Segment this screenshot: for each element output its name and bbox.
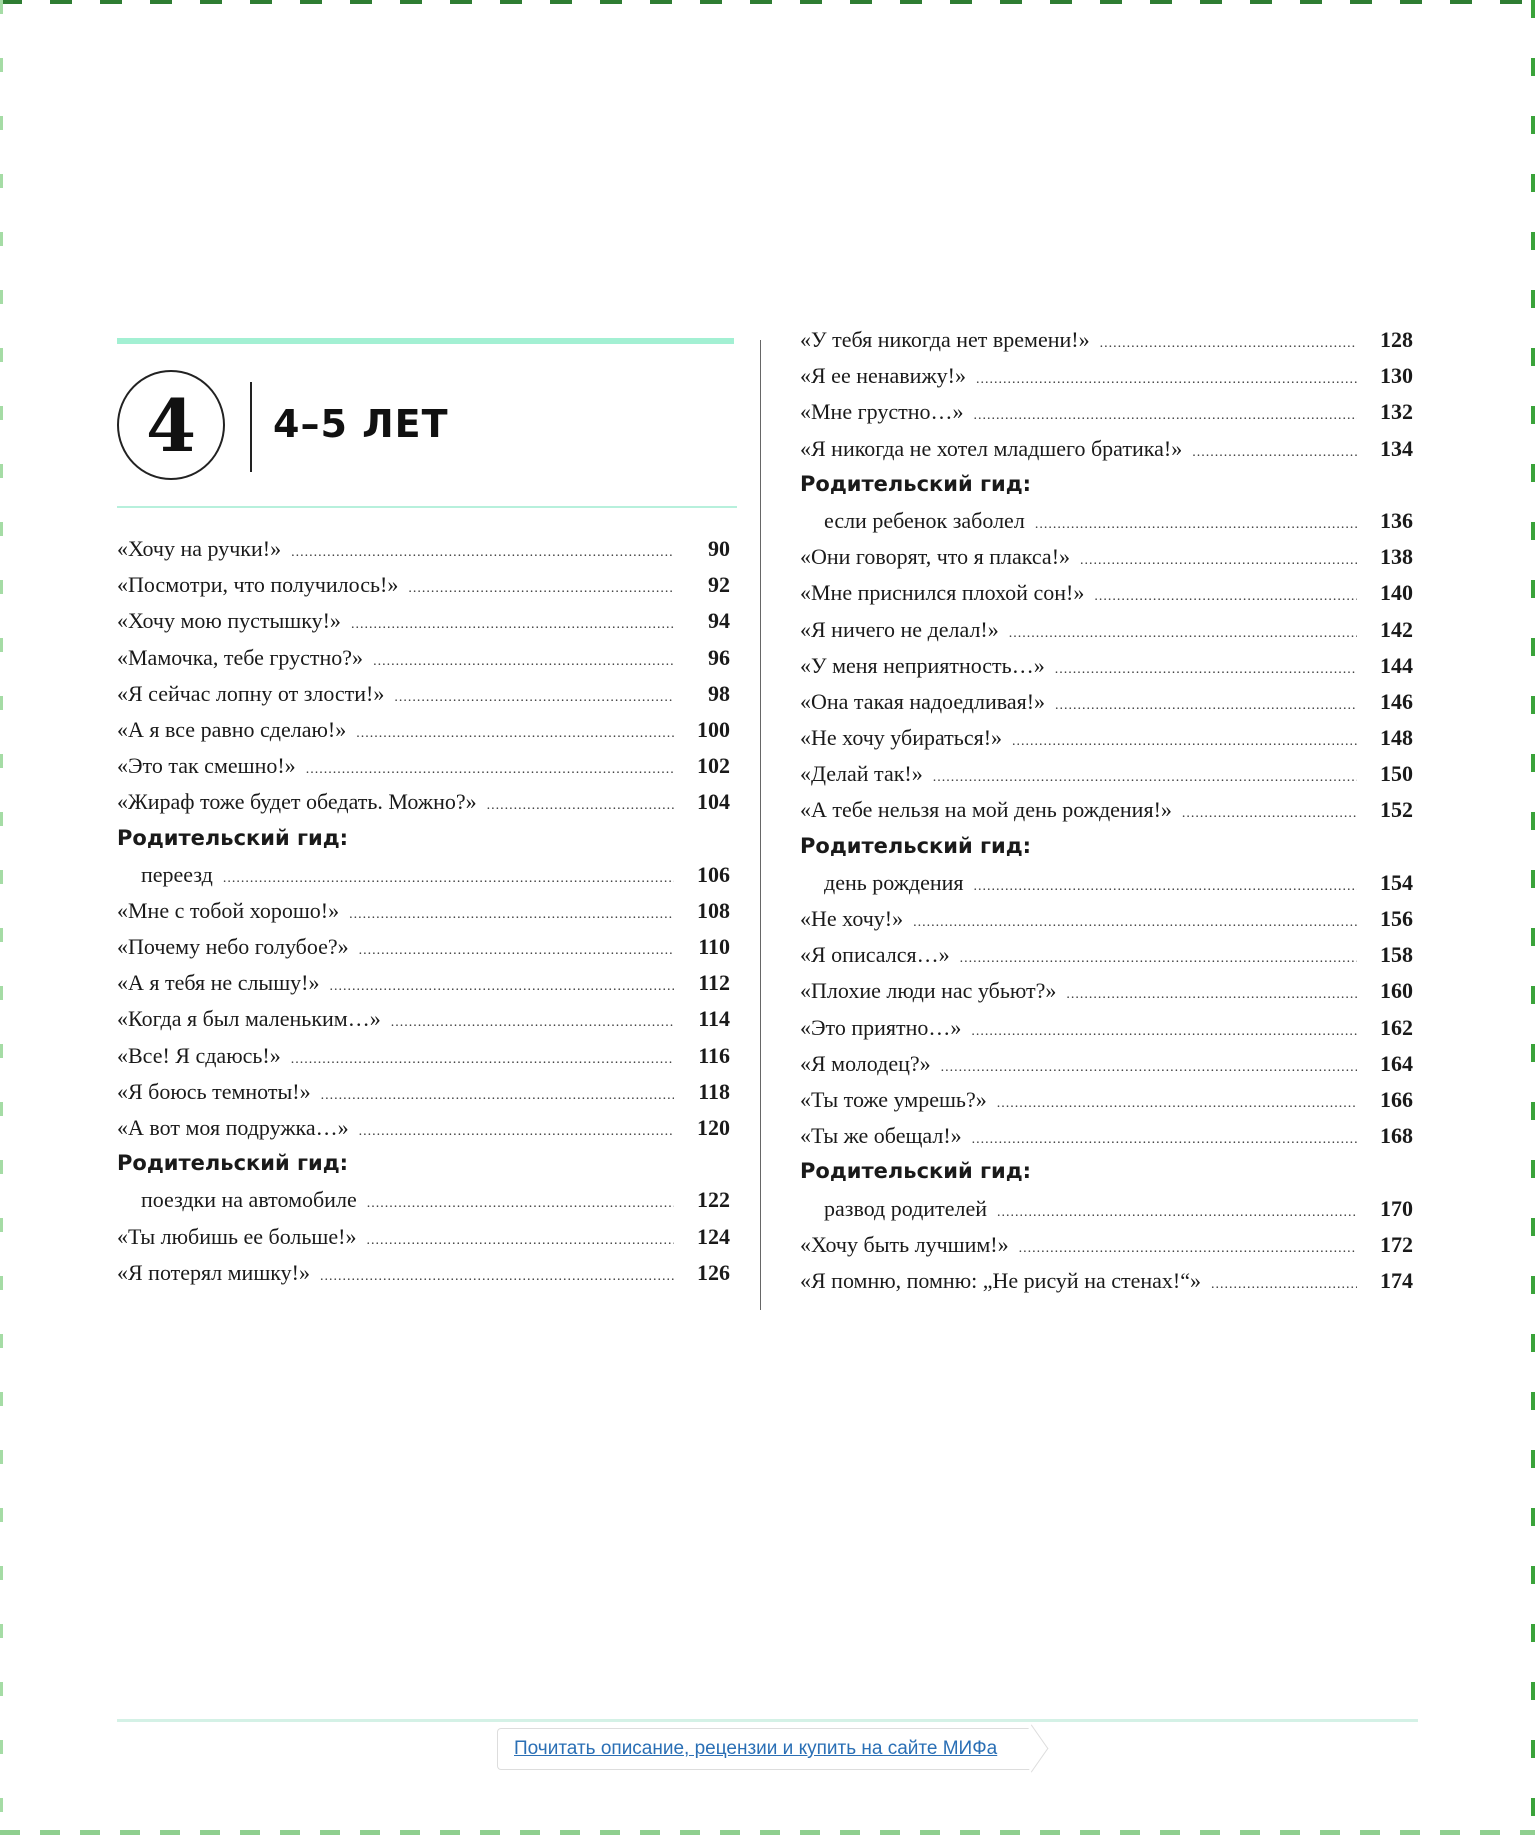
toc-page-number: 100: [697, 716, 730, 742]
dot-leader: [971, 1024, 1357, 1040]
toc-entry-title: «Я описался…»: [800, 942, 950, 968]
toc-page-number: 148: [1380, 725, 1413, 751]
dot-leader: [356, 726, 674, 742]
chapter-separator-line: [117, 506, 737, 508]
toc-entry: [800, 544, 1413, 580]
toc-page-number: 138: [1380, 544, 1413, 570]
toc-page-number: 104: [697, 789, 730, 815]
toc-entry-title: переезд: [141, 861, 213, 887]
toc-entry-title: «Я никогда не хотел младшего братика!»: [800, 435, 1183, 461]
chapter-title: 4–5 ЛЕТ: [273, 402, 449, 446]
page-border-right: [1531, 0, 1535, 1835]
toc-entry-title: «Ты же обещал!»: [800, 1123, 962, 1149]
toc-page-number: 126: [697, 1259, 730, 1285]
toc-entry: [800, 1123, 1413, 1159]
toc-entry: [800, 942, 1413, 978]
toc-left-column: [117, 536, 730, 1296]
toc-page-number: 166: [1380, 1086, 1413, 1112]
toc-page-number: 144: [1380, 652, 1413, 678]
toc-entry-title: «Я боюсь темноты!»: [117, 1078, 311, 1104]
page-border-left: [0, 0, 3, 1835]
toc-page-number: 158: [1380, 942, 1413, 968]
toc-entry: [800, 1232, 1413, 1268]
toc-page-number: 140: [1380, 580, 1413, 606]
dot-leader: [933, 770, 1357, 786]
toc-entry-title: развод родителей: [824, 1195, 987, 1221]
dot-leader: [1019, 1241, 1357, 1257]
dot-leader: [1055, 662, 1357, 678]
toc-entry: [800, 1015, 1413, 1051]
toc-page-number: 118: [698, 1078, 730, 1104]
toc-entry-title: «Не хочу убираться!»: [800, 725, 1003, 751]
dot-leader: [351, 617, 674, 633]
toc-page-number: 106: [697, 861, 730, 887]
toc-page-number: 136: [1380, 507, 1413, 533]
toc-entry-title: «А тебе нельзя на мой день рождения!»: [800, 797, 1172, 823]
dot-leader: [223, 871, 674, 887]
toc-page-number: 102: [697, 753, 730, 779]
chapter-divider: [250, 382, 252, 472]
toc-entry: [800, 580, 1413, 616]
toc-entry: [800, 797, 1413, 833]
toc-entry-title: «Это так смешно!»: [117, 753, 296, 779]
toc-section-heading: [800, 834, 1413, 870]
toc-entry: [117, 1115, 730, 1151]
toc-entry-title: «Мне грустно…»: [800, 399, 964, 425]
toc-page-number: 146: [1380, 688, 1413, 714]
toc-page-number: 172: [1380, 1231, 1413, 1257]
toc-section-heading: [800, 1159, 1413, 1195]
dot-leader: [997, 1205, 1357, 1221]
toc-entry-title: «Делай так!»: [800, 761, 923, 787]
dot-leader: [373, 654, 674, 670]
toc-page-number: 128: [1380, 327, 1413, 352]
toc-entry: [117, 1079, 730, 1115]
toc-entry-title: «А вот моя подружка…»: [117, 1115, 349, 1140]
toc-entry-title: «А я все равно сделаю!»: [117, 716, 347, 742]
toc-entry: [117, 1224, 730, 1260]
dot-leader: [321, 1088, 674, 1104]
toc-page-number: 150: [1380, 761, 1413, 787]
toc-entry: [117, 717, 730, 753]
dot-leader: [1009, 626, 1357, 642]
dot-leader: [367, 1196, 674, 1212]
toc-entry-title: «У тебя никогда нет времени!»: [800, 327, 1090, 352]
toc-page-number: 130: [1380, 363, 1413, 389]
dot-leader: [1080, 553, 1357, 569]
dot-leader: [291, 1052, 674, 1068]
toc-entry-title: «Мне с тобой хорошо!»: [117, 897, 340, 923]
dot-leader: [1211, 1277, 1357, 1293]
toc-entry: [800, 1087, 1413, 1123]
toc-entry: [117, 789, 730, 825]
dot-leader: [1055, 698, 1357, 714]
toc-entry: [800, 508, 1413, 544]
toc-entry-title: «Это приятно…»: [800, 1014, 962, 1040]
toc-entry-title: поездки на автомобиле: [141, 1187, 357, 1213]
dot-leader: [941, 1060, 1357, 1076]
toc-page-number: 152: [1380, 797, 1413, 823]
toc-page-number: 156: [1380, 906, 1413, 931]
dot-leader: [974, 879, 1357, 895]
toc-entry: [800, 978, 1413, 1014]
toc-section-heading: [800, 472, 1413, 508]
toc-page-number: 110: [698, 934, 730, 960]
toc-page-number: 114: [698, 1006, 730, 1032]
toc-section-heading: [117, 826, 730, 862]
toc-entry-title: «Когда я был маленьким…»: [117, 1006, 381, 1032]
page-border-top: [0, 0, 1535, 4]
toc-entry: [117, 862, 730, 898]
toc-entry-title: «Все! Я сдаюсь!»: [117, 1042, 281, 1068]
toc-entry-title: Родительский гид:: [800, 833, 1032, 858]
buy-link[interactable]: Почитать описание, рецензии и купить на сайте МИФа: [514, 1738, 998, 1759]
dot-leader: [408, 581, 674, 597]
toc-entry-title: «Я ее ненавижу!»: [800, 363, 966, 389]
toc-entry: [800, 761, 1413, 797]
dot-leader: [306, 762, 674, 778]
toc-entry: [117, 898, 730, 934]
toc-page-number: 170: [1380, 1195, 1413, 1221]
dot-leader: [391, 1015, 674, 1031]
toc-entry-title: «Хочу мою пустышку!»: [117, 608, 341, 634]
toc-entry: [800, 617, 1413, 653]
toc-entry-title: день рождения: [824, 869, 964, 895]
toc-page-number: 96: [708, 644, 730, 670]
dot-leader: [1012, 734, 1357, 750]
toc-page-number: 134: [1380, 435, 1413, 461]
toc-entry-title: Родительский гид:: [117, 1151, 349, 1176]
toc-entry: [117, 970, 730, 1006]
toc-entry: [800, 399, 1413, 435]
toc-entry-title: «Посмотри, что получилось!»: [117, 572, 399, 598]
toc-entry: [117, 1187, 730, 1223]
toc-page-number: 168: [1380, 1123, 1413, 1149]
toc-entry-title: «А я тебя не слышу!»: [117, 970, 320, 996]
toc-entry: [800, 436, 1413, 472]
dot-leader: [291, 545, 674, 561]
toc-entry: [117, 681, 730, 717]
toc-entry: [117, 753, 730, 789]
toc-entry: [117, 934, 730, 970]
toc-entry-title: Родительский гид:: [117, 825, 349, 850]
toc-entry: [800, 1268, 1413, 1304]
toc-entry-title: Родительский гид:: [800, 471, 1032, 496]
dot-leader: [1035, 517, 1357, 533]
toc-entry-title: «Почему небо голубое?»: [117, 934, 349, 960]
chapter-accent-line: [117, 338, 734, 344]
toc-right-column: [800, 327, 1413, 1304]
dot-leader: [976, 372, 1357, 388]
toc-page-number: 164: [1380, 1050, 1413, 1076]
toc-entry-title: Родительский гид:: [800, 1159, 1032, 1184]
toc-entry-title: «Мамочка, тебе грустно?»: [117, 644, 364, 670]
toc-entry-title: «Ты тоже умрешь?»: [800, 1086, 987, 1112]
toc-entry-title: «Я помню, помню: „Не рисуй на стенах!“»: [800, 1267, 1202, 1293]
dot-leader: [1182, 806, 1357, 822]
toc-section-heading: [117, 1151, 730, 1187]
toc-entry: [117, 1006, 730, 1042]
toc-page-number: 124: [697, 1223, 730, 1249]
toc-entry-title: «Плохие люди нас убьют?»: [800, 978, 1057, 1004]
toc-entry-title: «Я потерял мишку!»: [117, 1259, 310, 1285]
toc-page-number: 160: [1380, 978, 1413, 1004]
toc-entry: [800, 870, 1413, 906]
toc-entry: [800, 906, 1413, 942]
toc-entry: [800, 327, 1413, 363]
toc-page-number: 90: [708, 536, 730, 561]
toc-page-number: 154: [1380, 869, 1413, 895]
toc-page-number: 116: [698, 1042, 730, 1068]
toc-entry-title: если ребенок заболел: [824, 507, 1025, 533]
dot-leader: [997, 1096, 1357, 1112]
toc-entry-title: «Хочу на ручки!»: [117, 536, 282, 561]
toc-page-number: 174: [1380, 1267, 1413, 1293]
toc-page-number: 92: [708, 572, 730, 598]
toc-page-number: 98: [708, 680, 730, 706]
toc-entry: [800, 725, 1413, 761]
toc-entry-title: «Мне приснился плохой сон!»: [800, 580, 1085, 606]
dot-leader: [320, 1269, 674, 1285]
toc-entry: [800, 1196, 1413, 1232]
toc-page-number: 122: [697, 1187, 730, 1213]
toc-entry: [800, 363, 1413, 399]
page-border-bottom: [0, 1830, 1535, 1835]
toc-entry-title: «Жираф тоже будет обедать. Можно?»: [117, 789, 477, 815]
dot-leader: [359, 943, 674, 959]
dot-leader: [394, 690, 674, 706]
toc-entry-title: «Ты любишь ее больше!»: [117, 1223, 357, 1249]
toc-entry-title: «Не хочу!»: [800, 906, 904, 931]
toc-page-number: 120: [697, 1115, 730, 1140]
toc-entry-title: «Я сейчас лопну от злости!»: [117, 680, 385, 706]
dot-leader: [349, 907, 674, 923]
dot-leader: [1100, 336, 1357, 352]
dot-leader: [913, 915, 1357, 931]
toc-page-number: 132: [1380, 399, 1413, 425]
dot-leader: [1094, 589, 1357, 605]
dot-leader: [329, 979, 674, 995]
toc-entry: [117, 1260, 730, 1296]
toc-entry: [117, 536, 730, 572]
toc-entry-title: «Хочу быть лучшим!»: [800, 1231, 1009, 1257]
toc-entry: [117, 1043, 730, 1079]
toc-entry-title: «Они говорят, что я плакса!»: [800, 544, 1071, 570]
toc-entry-title: «Я молодец?»: [800, 1050, 931, 1076]
dot-leader: [1066, 987, 1357, 1003]
toc-page-number: 108: [697, 897, 730, 923]
dot-leader: [974, 408, 1358, 424]
toc-page-number: 112: [698, 970, 730, 996]
toc-entry-title: «У меня неприятность…»: [800, 652, 1045, 678]
footer-divider: [117, 1719, 1418, 1722]
toc-entry: [117, 608, 730, 644]
toc-entry: [117, 645, 730, 681]
buy-link-box[interactable]: [497, 1728, 1032, 1770]
column-divider: [760, 340, 761, 1310]
toc-entry-title: «Она такая надоедливая!»: [800, 688, 1046, 714]
dot-leader: [960, 951, 1357, 967]
toc-page-number: 162: [1380, 1014, 1413, 1040]
toc-entry-title: «Я ничего не делал!»: [800, 616, 999, 642]
toc-page-number: 94: [708, 608, 730, 634]
toc-entry: [800, 653, 1413, 689]
toc-entry: [800, 1051, 1413, 1087]
dot-leader: [359, 1124, 674, 1140]
dot-leader: [487, 798, 674, 814]
toc-entry: [800, 689, 1413, 725]
toc-entry: [117, 572, 730, 608]
dot-leader: [366, 1233, 674, 1249]
chapter-number-badge: 4: [117, 370, 225, 480]
dot-leader: [972, 1132, 1357, 1148]
toc-page-number: 142: [1380, 616, 1413, 642]
dot-leader: [1192, 445, 1357, 461]
